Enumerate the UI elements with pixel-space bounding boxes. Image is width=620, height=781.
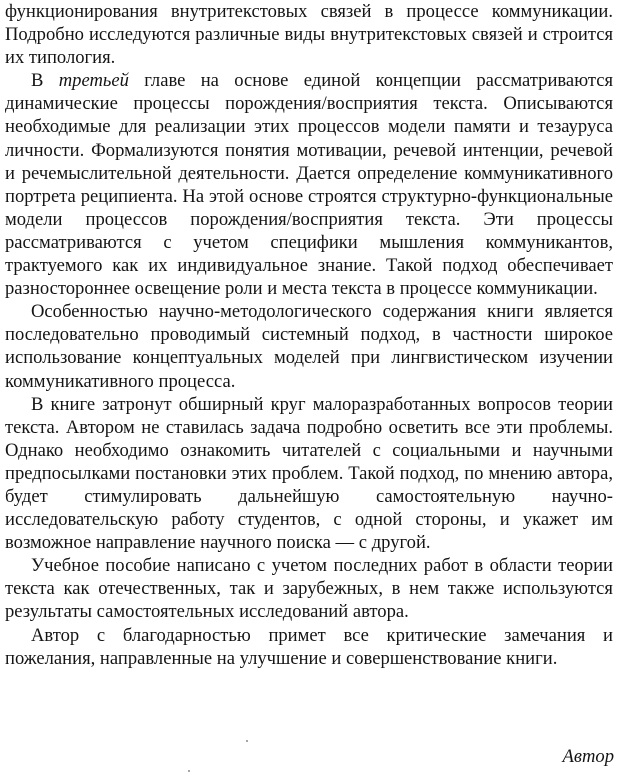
paragraph-1-text: функционирования внутритекстовых связей в процессе коммуникации. Подробно исследуются различные виды внутритекстовых связей и строится их типология. xyxy=(5,1,613,69)
paragraph-1 xyxy=(5,0,613,69)
paragraph-2-text: главе на основе единой концепции рассматриваются динамические процессы порождения/восприятия текста. Описываются необходимые для реализации этих процессов модели памяти и тезауруса личности. Формализуются понятия мотивации, речевой интенции, речевой и речемыслительной деятельности. Дается определение коммуникативного портрета реципиента. На этой основе строятся структурно-функциональные модели процессов порождения/восприятия текста. Эти процессы рассматриваются с учетом специфики мышления коммуникантов, трактуемого как их индивидуальное знание. Такой подход обеспечивает разностороннее освещение роли и места текста в процессе коммуникации. xyxy=(5,70,613,300)
document-page xyxy=(5,0,613,670)
paragraph-6 xyxy=(5,624,613,670)
paragraph-3 xyxy=(5,300,613,392)
paragraph-2-emphasis: третьей xyxy=(58,70,129,92)
scan-speck xyxy=(246,740,248,742)
paragraph-5-text: Учебное пособие написано с учетом последних работ в области теории текста как отечественных, так и зарубежных, в нем также используются результаты самостоятельных исследований автора. xyxy=(5,555,613,623)
scan-speck xyxy=(188,770,190,772)
paragraph-2-lead: В xyxy=(31,70,59,92)
paragraph-4 xyxy=(5,393,613,555)
paragraph-6-text: Автор с благодарностью примет все критические замечания и пожелания, направленные на улучшение и совершенствование книги. xyxy=(5,624,613,669)
paragraph-4-text: В книге затронут обширный круг малоразработанных вопросов теории текста. Автором не ставилась задача подробно осветить все эти проблемы. Однако необходимо ознакомить читателей с социальными и научными предпосылками постановки этих проблем. Такой подход, по мнению автора, будет стимулировать дальнейшую самостоятельную научно-исследовательскую работу студентов, с одной стороны, и укажет им возможное направление научного поиска — с другой. xyxy=(5,393,613,554)
paragraph-2 xyxy=(5,69,613,300)
paragraph-5 xyxy=(5,554,613,623)
paragraph-3-text: Особенностью научно-методологического содержания книги является последовательно проводимый системный подход, в частности широкое использование концептуальных моделей при лингвистическом изучении коммуникативного процесса. xyxy=(5,301,613,392)
author-signature: Автор xyxy=(562,746,614,767)
